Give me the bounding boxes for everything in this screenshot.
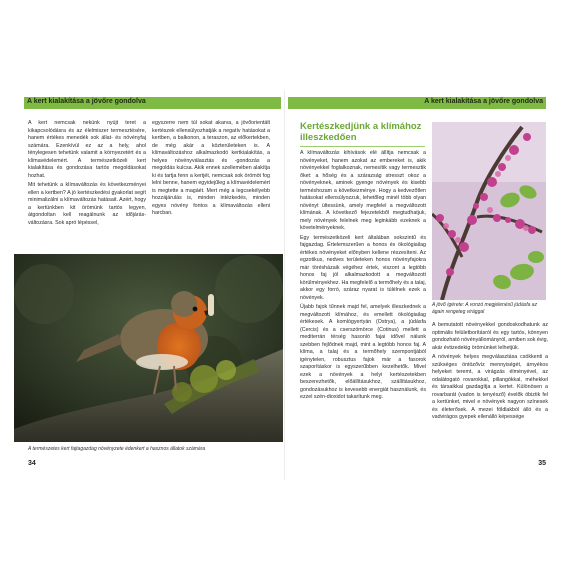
paragraph: Újabb fajok tűnnek majd fel, amelyek illeszkednek a megváltozott klímához, és emellett ökológiailag értékesek. A komlógyertyán (Ostrya), a júdásfa (Cercis) és a cserszömörce (Cotinus) mellett a mediterrán térség hasonló fajai idővel nálunk szebben fejlődnek majd, mint a legtöbb honos faj. A klíma, a talaj és a termőhely szempontjából igénytelen, robusztus fajok már a fasorok szaporításkor is egyszerűbben kezelhetők. Mivel ezek a növények a helyi kertészetekben beszerezhetők, előállításukhoz, szállításukhoz, gondozásukhoz is kevesebb energiát használunk, és ezzel szén-dioxidot takarítunk meg. bbox=[300, 304, 426, 400]
left-page-column-1 bbox=[28, 120, 146, 229]
left-page-number: 34 bbox=[28, 460, 36, 467]
robin-illustration bbox=[14, 254, 283, 442]
left-page-running-title: A kert kialakítása a jövőre gondolva bbox=[27, 98, 146, 105]
paragraph: A klímaváltozás kihívások elé állítja nemcsak a növényeket, hanem azokat az embereket is, akik növényekkel foglalkoznak, nemesítik vagy termesztik őket: a hőség és a szárazság stresszt okoz a növényeknek, aminek gyenge növények és kisebb terméshozam a következménye. Hogy a kedvezőtlen hatásokat ellensúlyozzuk, lehetőleg minél több olyan növényt ültessünk, amely megfelel a megváltozott klímának. A következő fejezetekből megtudhatjuk, mely növények felelnek meg leginkább ezeknek a követelményeknek. bbox=[300, 150, 426, 231]
paragraph: Egy természetközeli kert általában sokszintű és fajgazdag. Értelemszerűen a honos és ökológiailag értékes növényeket előnyben kellene részesíteni. Az egzotikus, nedves területeken honos növényfajokra már törésházaik végéhez értek, viszont a legtöbb honos faj jól alkalmazkodott a megváltozott körülményekhez. Ha megfelelő a termőhely és a talaj, akkor egy forró, száraz nyarat is túlélnek ezek a növények. bbox=[300, 234, 427, 301]
right-page-running-title: A kert kialakítása a jövőre gondolva bbox=[424, 98, 543, 105]
right-page-number: 35 bbox=[538, 460, 546, 467]
redbud-illustration bbox=[432, 122, 546, 300]
paragraph: A bemutatott növényekkel gondoskodhatunk az optimális felületborításról és egy tartós, könnyen gondozható növényállományról, amiben sok évig, akár évtizedekig örömünket lelhetjük. bbox=[432, 322, 549, 351]
gutter-divider bbox=[284, 90, 285, 480]
robin-photo bbox=[14, 254, 283, 442]
right-page-column-2 bbox=[432, 322, 548, 424]
right-page-column-1 bbox=[300, 150, 426, 404]
paragraph: Mit tehetünk a klímaváltozás és következményei ellen a kertben? A jó kertészkedési gyakorlat segít minimalizálni a klímaváltozás hatásait. Azért, hogy a kertünkben kit örömünk tartós legyen, átgondoltan kell reagálnunk az időjárás-változásra. Sok apró lépéssel, bbox=[28, 182, 146, 226]
left-page-header-bar bbox=[24, 97, 281, 109]
paragraph: A kert nemcsak nekünk nyújt teret a kikapcsolódásra és az élelmiszer termesztésére, hanem értékes menedék sok állat- és növényfaj számára. Ezenkívül ez az a hely, ahol ténylegesen tehetünk valamit a környezetért és a klímavédelemért. A természetközeli kert kialakítása és gondozása tartós megoldásokat hozhat. bbox=[28, 120, 146, 179]
article-title: Kertészkedjünk a klímához illeszkedően bbox=[300, 121, 422, 143]
redbud-blossom-photo bbox=[432, 122, 546, 300]
paragraph: A növények helyes megválasztása csökkenti a szükséges öntözővíz mennyiségét, árnyékos helyeket teremt, a virágzás élményével, az odalátogató rovarokkal, pillangókkal, méhekkel és társaikkal gazdagítja a kertet. Különösen a rovarbarát (vadon is tenyésző) évelők óbiztik fel a kertünket, mivel e növények nagyon színesek és életerősek. A mezei földlakból álló és a vadvirágos gyepek ellenálló képessége bbox=[432, 354, 548, 420]
redbud-photo-caption: A jövő ígérete: A vonzó megjelenésű júdásfa az ágain rengeteg virággal bbox=[432, 302, 538, 315]
robin-photo-caption: A természetes kert fajtagazdag növényzete édenkert a hasznos állatok számára bbox=[28, 446, 206, 452]
right-page-header-bar bbox=[288, 97, 546, 109]
title-underline bbox=[300, 146, 425, 147]
paragraph: egyszerre nem túl sokat akarva, a jövőorientált kertészek ellensúlyozhatják a negatív hatásokat a kertben, a balkonon, a teraszon, az előkertekben, de még akár a közterületeken is. A klímaváltozáshoz alkalmazkodó kertkialakítás, a helyes növényválasztás és -gondozás a megoldás kulcsa. Akik ennek szellemében alakítja ki és tartja fenn a kertjét, nemcsak sok örömöt fog lelni benne, hanem egyidejűleg a klímavédelemért is megtette a magáét. Mert még a legcsekélyebb hozzájárulás is, minden intézkedés, minden egyes növény fontos a klímaváltozás elleni harcban. bbox=[152, 120, 270, 216]
left-page-column-2 bbox=[152, 120, 270, 220]
